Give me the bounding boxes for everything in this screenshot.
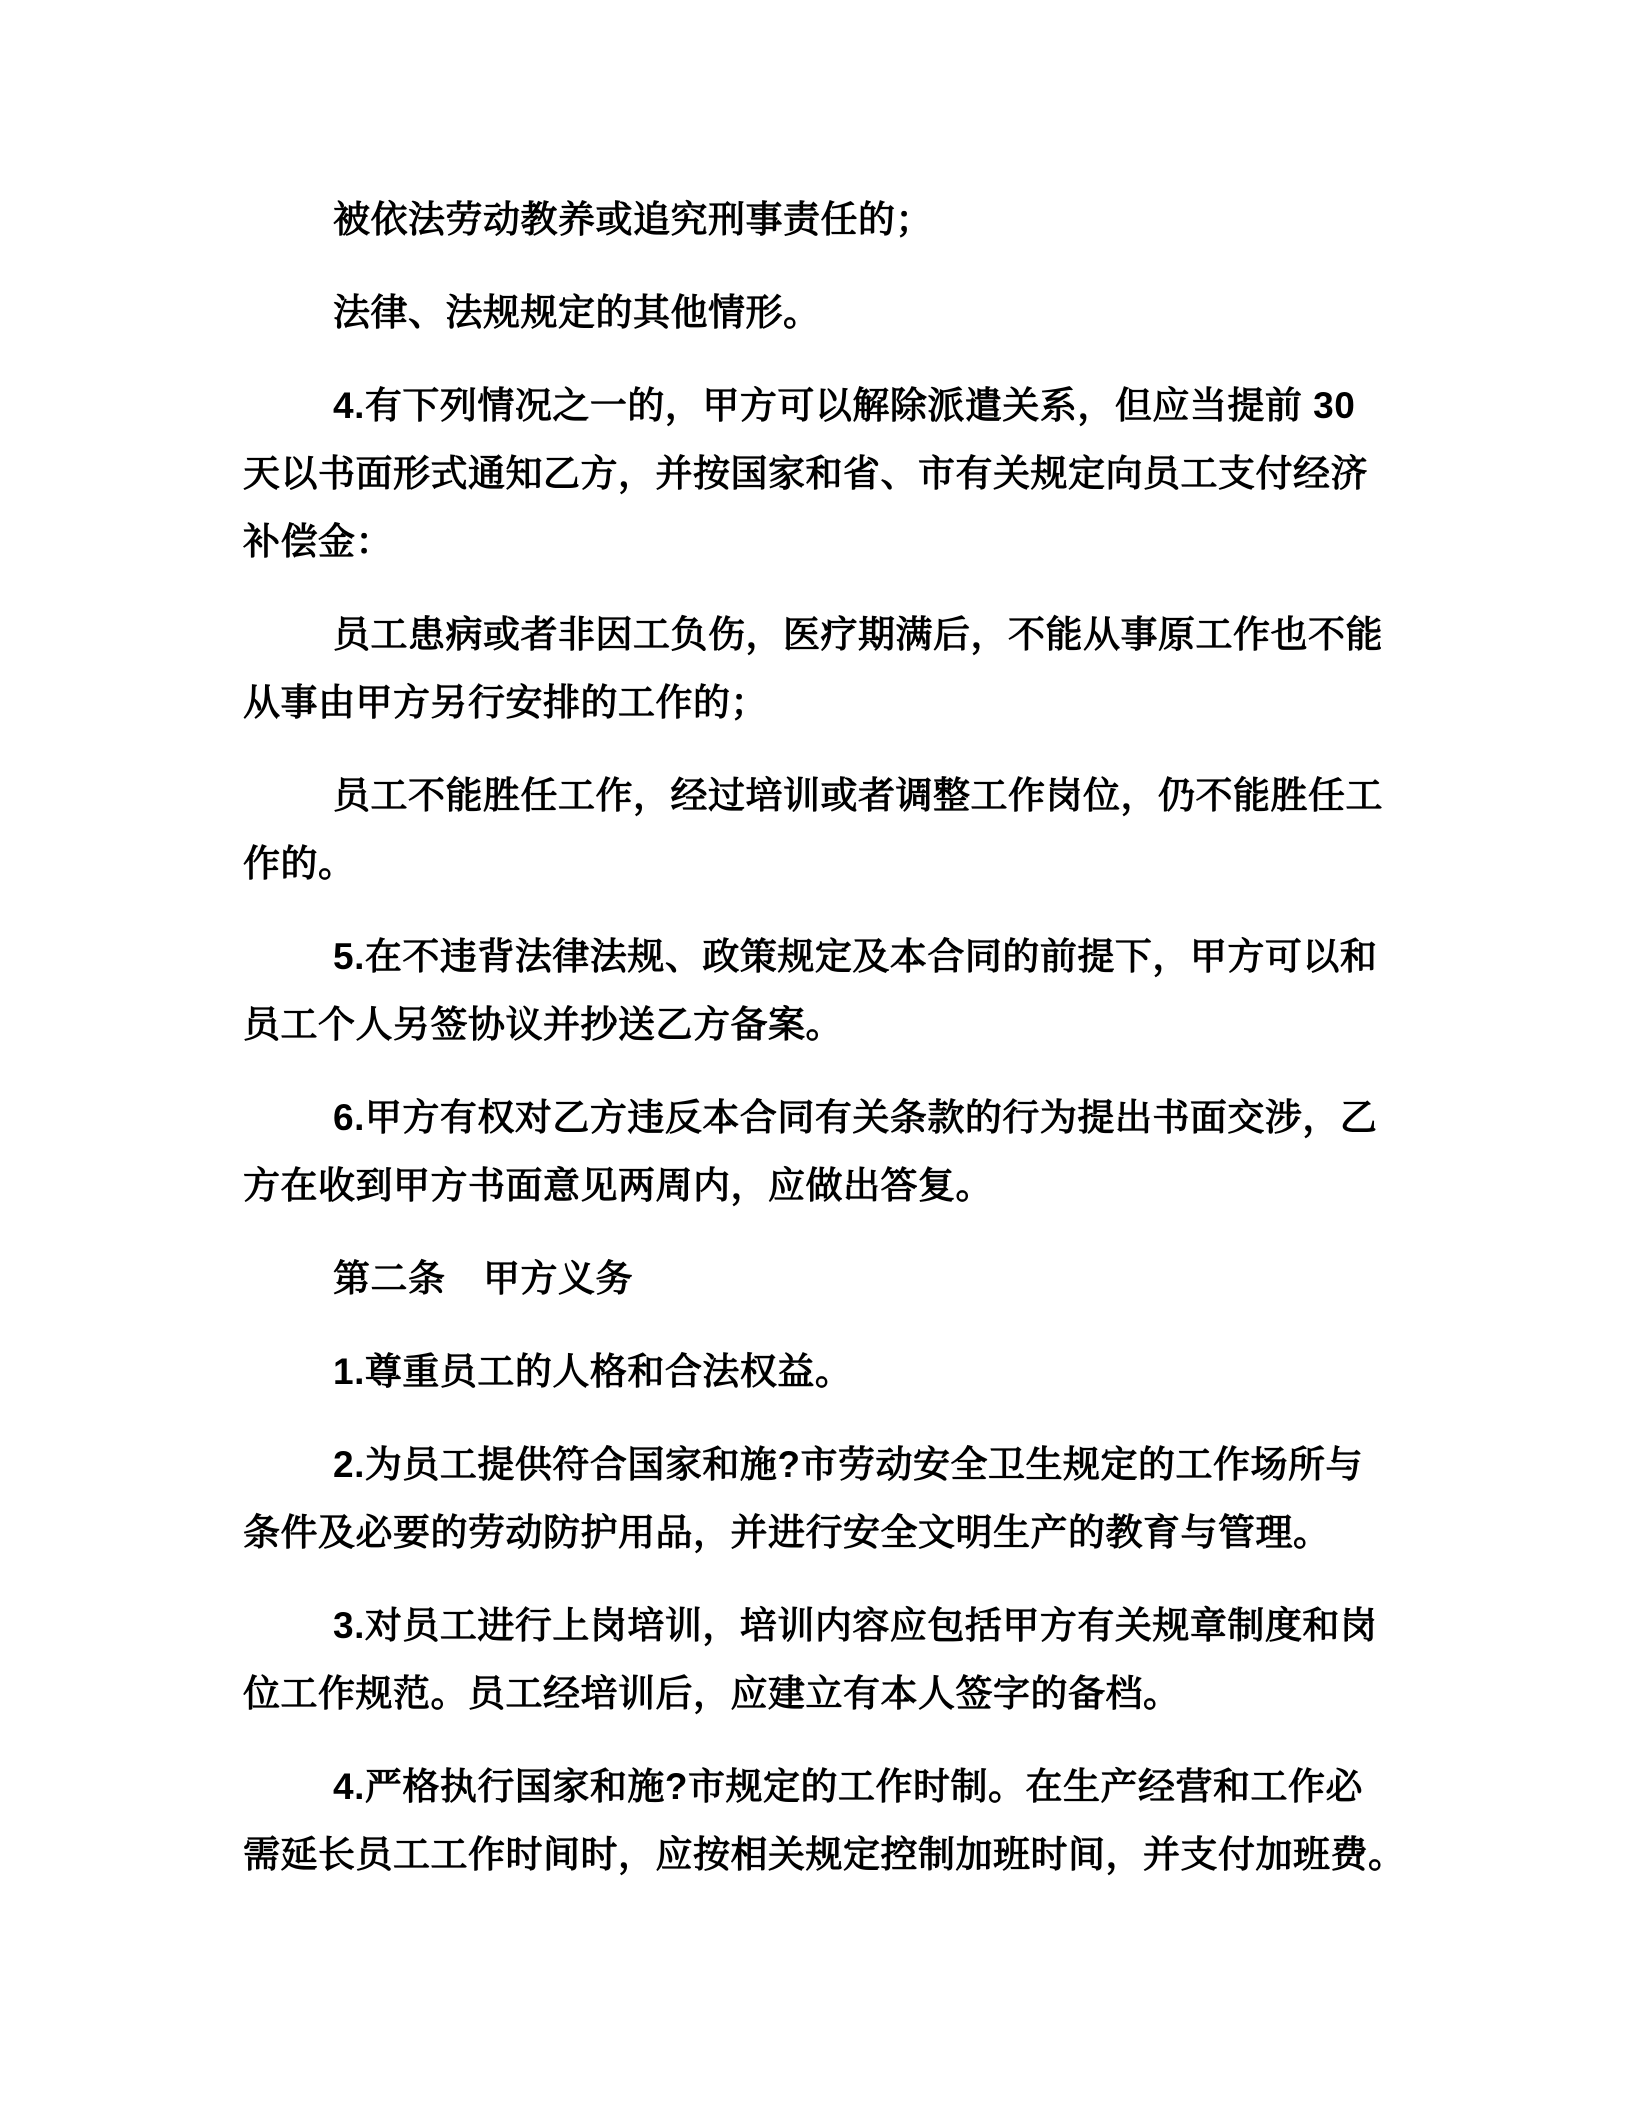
paragraph (243, 1431, 1452, 1567)
paragraph (243, 186, 1452, 254)
paragraph (243, 601, 1452, 737)
paragraph-line: 从事由甲方另行安排的工作的； (243, 682, 768, 723)
paragraph (243, 1338, 1452, 1406)
paragraph-first-line: 4.严格执行国家和施?市规定的工作时制。在生产经营和工作必 (333, 1766, 1363, 1807)
paragraph (243, 279, 1452, 347)
paragraph (243, 1753, 1452, 1889)
paragraph (243, 1592, 1452, 1728)
paragraph-line: 作的。 (243, 843, 356, 884)
paragraph (243, 372, 1452, 576)
paragraph (243, 762, 1452, 898)
paragraph (243, 1084, 1452, 1220)
paragraph-first-line: 4.有下列情况之一的，甲方可以解除派遣关系，但应当提前 30 (333, 385, 1356, 426)
paragraph-line: 需延长员工工作时间时，应按相关规定控制加班时间，并支付加班费。 (243, 1834, 1406, 1875)
paragraph-line: 位工作规范。员工经培训后，应建立有本人签字的备档。 (243, 1673, 1181, 1714)
paragraph-first-line: 第二条 甲方义务 (333, 1258, 633, 1299)
paragraph-first-line: 6.甲方有权对乙方违反本合同有关条款的行为提出书面交涉，乙 (333, 1097, 1378, 1138)
paragraph (243, 1245, 1452, 1313)
paragraph-first-line: 员工患病或者非因工负伤，医疗期满后，不能从事原工作也不能 (333, 614, 1383, 655)
paragraph-line: 员工个人另签协议并抄送乙方备案。 (243, 1004, 843, 1045)
paragraph-first-line: 员工不能胜任工作，经过培训或者调整工作岗位，仍不能胜任工 (333, 775, 1383, 816)
paragraph-first-line: 法律、法规规定的其他情形。 (333, 292, 821, 333)
paragraph-line: 补偿金： (243, 521, 393, 562)
paragraph-first-line: 1.尊重员工的人格和合法权益。 (333, 1351, 853, 1392)
paragraph-first-line: 被依法劳动教养或追究刑事责任的； (333, 199, 933, 240)
paragraph-first-line: 3.对员工进行上岗培训，培训内容应包括甲方有关规章制度和岗 (333, 1605, 1378, 1646)
paragraph-first-line: 2.为员工提供符合国家和施?市劳动安全卫生规定的工作场所与 (333, 1444, 1363, 1485)
paragraph-line: 条件及必要的劳动防护用品，并进行安全文明生产的教育与管理。 (243, 1512, 1331, 1553)
paragraph-line: 方在收到甲方书面意见两周内，应做出答复。 (243, 1165, 993, 1206)
paragraph-line: 天以书面形式通知乙方，并按国家和省、市有关规定向员工支付经济 (243, 453, 1368, 494)
paragraph-first-line: 5.在不违背法律法规、政策规定及本合同的前提下，甲方可以和 (333, 936, 1378, 977)
paragraph (243, 923, 1452, 1059)
